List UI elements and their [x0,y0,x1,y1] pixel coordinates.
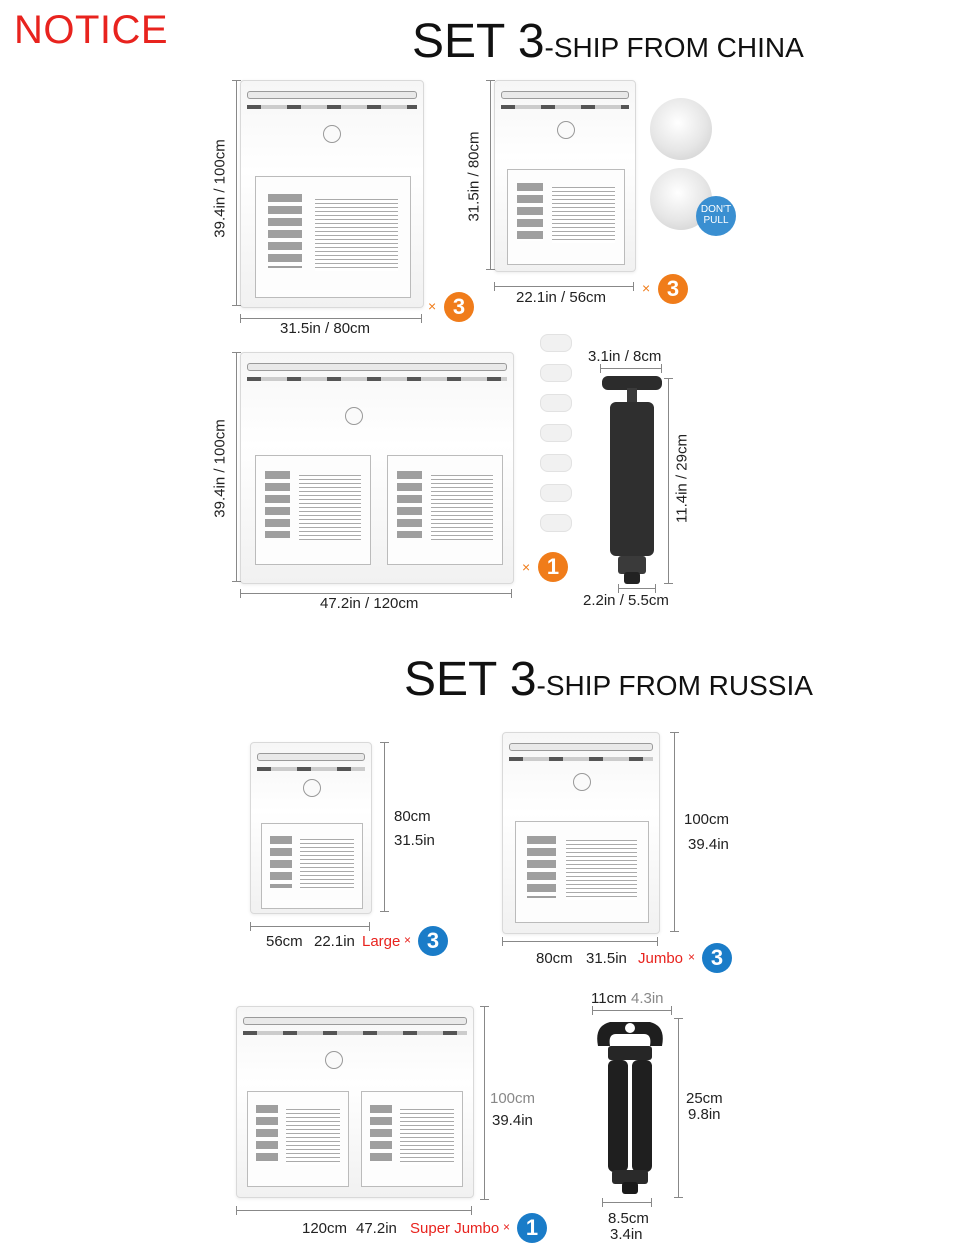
superjumbo-times: × [503,1220,511,1234]
rpump-height-cm: 25cm [686,1090,723,1107]
china-set-title [412,14,804,69]
pump-top-label: 3.1in / 8cm [588,348,662,365]
valve-plug [540,454,572,472]
pump-bottom-line [618,588,656,589]
large-height-line [384,742,385,912]
bag1-width-label: 31.5in / 80cm [280,320,371,337]
russia-set-title [404,652,813,707]
superjumbo-height-in: 39.4in [492,1112,533,1129]
dont-pull-badge: DON'T PULL [696,196,736,236]
bag2-qty-badge: 3 [658,274,688,304]
jumbo-height-cm: 100cm [684,811,730,828]
valve-plug [540,514,572,532]
bag1-times: × [428,298,437,314]
pump-top-line [600,368,662,369]
large-times: × [404,933,412,947]
jumbo-size-name: Jumbo [638,950,684,967]
jumbo-height-in: 39.4in [688,836,729,853]
superjumbo-width-in: 47.2in [356,1220,397,1237]
bag-120x100-image [240,352,514,584]
bag-80x100-image [240,80,424,308]
china-title-from: -SHIP FROM CHINA [544,32,804,63]
bag3-height-label: 39.4in / 100cm [211,419,229,518]
valve-plug [540,334,572,352]
large-height-in: 31.5in [394,832,435,849]
bag1-qty-badge: 3 [444,292,474,322]
superjumbo-size-name: Super Jumbo [410,1220,500,1237]
rpump-bottom-in: 3.4in [610,1226,643,1243]
rpump-height-in: 9.8in [688,1106,721,1123]
bag2-width-label: 22.1in / 56cm [516,289,607,306]
bag-large-image [250,742,372,914]
valve-plug [540,424,572,442]
superjumbo-width-cm: 120cm [302,1220,348,1237]
valve-photo-top [650,98,712,160]
bag1-height-label: 39.4in / 100cm [211,139,229,238]
jumbo-width-in: 31.5in [586,950,627,967]
bag3-width-label: 47.2in / 120cm [320,595,419,612]
large-height-cm: 80cm [394,808,431,825]
bag-jumbo-image [502,732,660,934]
russia-title-from: -SHIP FROM RUSSIA [536,670,813,701]
pump-height-label: 11.4in / 29cm [673,434,691,523]
jumbo-width-line [502,941,658,942]
large-width-in: 22.1in [314,933,355,950]
bag3-height-line [236,352,237,582]
bag2-width-line [494,286,634,287]
hand-pump-image [596,372,668,588]
bag2-height-line [490,80,491,270]
pump-bottom-label: 2.2in / 5.5cm [583,592,669,609]
superjumbo-width-line [236,1210,472,1211]
china-title-set: SET 3 [412,15,545,68]
large-size-name: Large [362,933,401,950]
valve-plug [540,364,572,382]
superjumbo-height-line [484,1006,485,1200]
rpump-top-line [592,1010,672,1011]
bag3-width-line [240,593,512,594]
bag1-height-line [236,80,237,306]
jumbo-width-cm: 80cm [536,950,573,967]
double-hand-pump-image [588,1016,672,1200]
russia-title-set: SET 3 [404,653,537,706]
valve-plug [540,484,572,502]
bag2-times: × [642,280,651,296]
valve-plug [540,394,572,412]
bag-super-jumbo-image [236,1006,474,1198]
bag1-width-line [240,318,422,319]
bag3-qty-badge: 1 [538,552,568,582]
jumbo-height-line [674,732,675,932]
pump-height-line [668,378,669,584]
bag3-times: × [522,559,531,575]
large-qty-badge: 3 [418,926,448,956]
rpump-top-in: 4.3in [631,990,664,1007]
rpump-bottom-line [602,1202,652,1203]
rpump-top-cm: 11cm [591,990,627,1007]
notice-label: NOTICE [14,8,169,52]
large-width-cm: 56cm [266,933,303,950]
rpump-height-line [678,1018,679,1198]
bag-56x80-image [494,80,636,272]
superjumbo-qty-badge: 1 [517,1213,547,1243]
jumbo-times: × [688,950,696,964]
rpump-bottom-cm: 8.5cm [608,1210,649,1227]
superjumbo-height-cm: 100cm [490,1090,536,1107]
bag2-height-label: 31.5in / 80cm [465,131,483,222]
large-width-line [250,926,370,927]
jumbo-qty-badge: 3 [702,943,732,973]
